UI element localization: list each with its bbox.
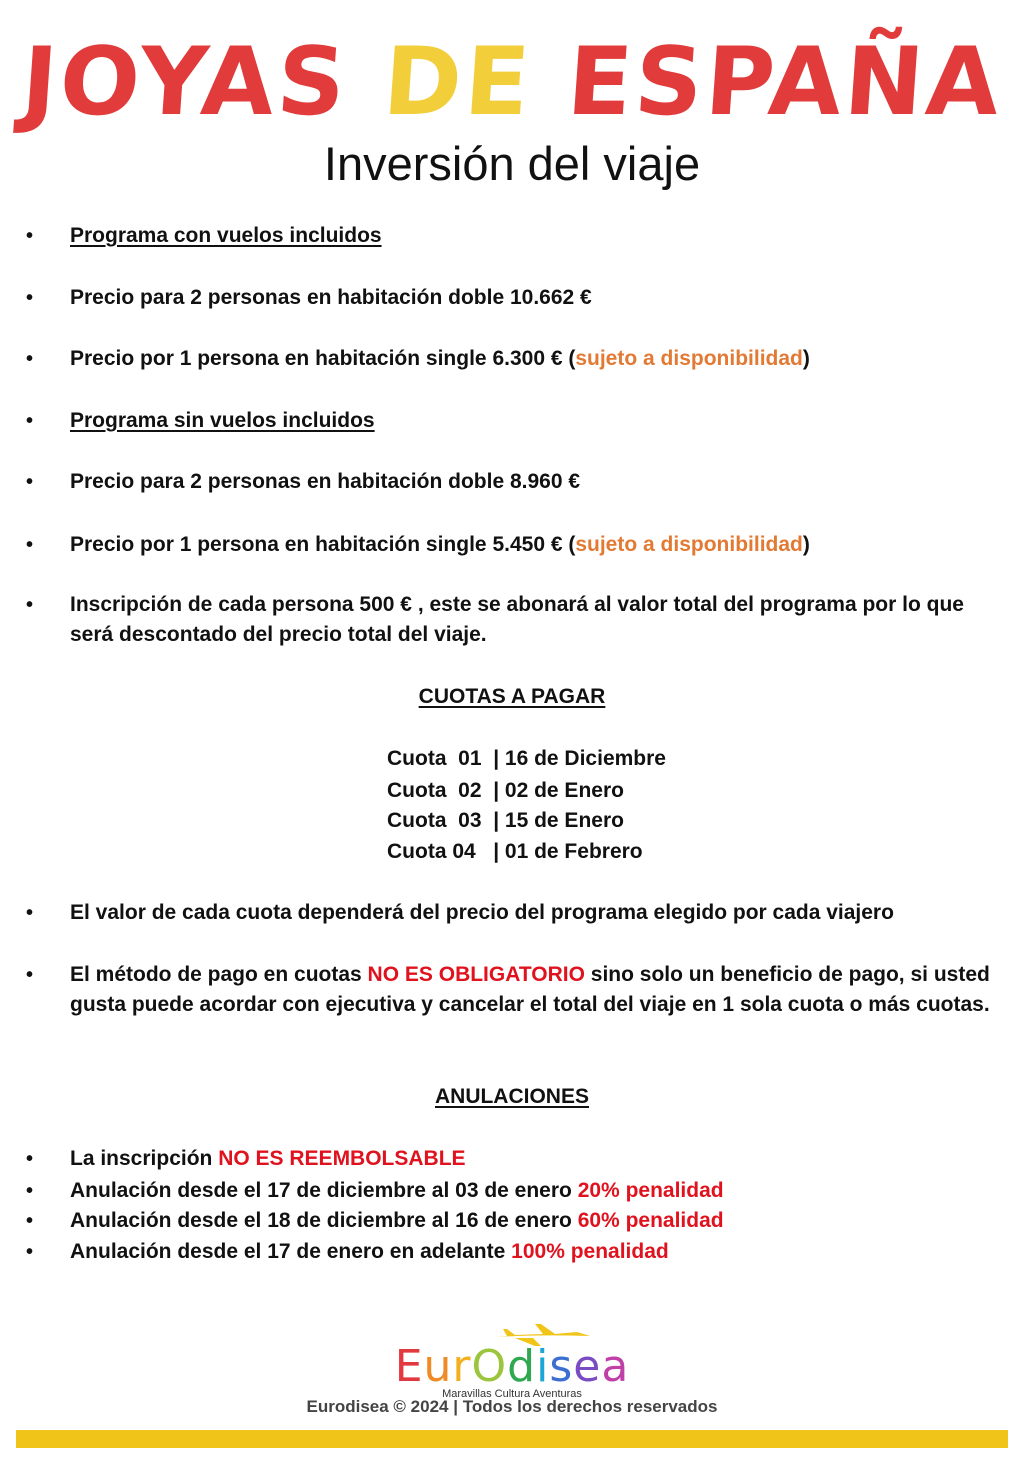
cuota-item: Cuota 01 | 16 de Diciembre	[387, 747, 666, 770]
price-sin-doble: Precio para 2 personas en habitación doble 8.960 €	[70, 470, 581, 493]
bullet: •	[26, 902, 34, 924]
anulacion-text: Anulación desde el 17 de diciembre al 03 de enero	[70, 1179, 578, 1202]
title-joyas: JOYAS	[18, 28, 388, 137]
logo-wordmark	[0, 1342, 1024, 1392]
price-text: Precio por 1 persona en habitación single 5.450 € (	[70, 533, 576, 556]
anulacion-alert: 20% penalidad	[577, 1179, 724, 1202]
logo-letter: a	[601, 1341, 630, 1392]
section-heading-sin-vuelos: Programa sin vuelos incluidos	[70, 409, 375, 432]
availability-note: sujeto a disponibilidad	[575, 347, 803, 370]
anulacion-item	[70, 1144, 996, 1174]
cuota-valor-text: El valor de cada cuota dependerá del precio del programa elegido por cada viajero	[70, 901, 894, 924]
cuota-item: Cuota 04 | 01 de Febrero	[387, 840, 643, 863]
copyright: Eurodisea © 2024 | Todos los derechos reservados	[306, 1397, 718, 1416]
metodo-pago-text	[70, 960, 996, 1020]
inscripcion-text: Inscripción de cada persona 500 € , este se abonará al valor total del programa por lo que será descontado del precio total del viaje.	[70, 593, 964, 646]
paren-close: )	[802, 533, 810, 556]
logo-letter: E	[394, 1341, 424, 1392]
section-heading-con-vuelos: Programa con vuelos incluidos	[70, 224, 382, 247]
bullet: •	[26, 287, 34, 309]
logo-letter: d	[507, 1341, 537, 1392]
cuotas-heading: CUOTAS A PAGAR	[418, 685, 606, 708]
bullet: •	[26, 1210, 34, 1232]
price-text: Precio por 1 persona en habitación single 6.300 € (	[70, 347, 576, 370]
logo-tagline: Maravillas Cultura Aventuras	[442, 1388, 582, 1400]
price-con-doble: Precio para 2 personas en habitación doble 10.662 €	[70, 286, 592, 309]
availability-note: sujeto a disponibilidad	[575, 533, 803, 556]
logo-letter: O	[471, 1341, 508, 1392]
title-espana: ESPAÑA	[528, 28, 1006, 137]
logo-letter: s	[549, 1341, 574, 1392]
anulacion-alert: 60% penalidad	[577, 1209, 724, 1232]
airplane-icon	[485, 1322, 595, 1348]
metodo-pre: El método de pago en cuotas	[70, 963, 368, 986]
bullet: •	[26, 534, 34, 556]
no-obligatorio-label: NO ES OBLIGATORIO	[367, 963, 585, 986]
bullet: •	[26, 1180, 34, 1202]
bullet: •	[26, 410, 34, 432]
anulacion-item	[70, 1237, 996, 1267]
price-sin-single	[70, 530, 996, 560]
metodo-post: sino solo un beneficio de pago, si usted gusta puede acordar con ejecutiva y cancelar el total del viaje en 1 sola cuota o más cuotas.	[70, 963, 990, 1016]
bullet: •	[26, 1148, 34, 1170]
anulaciones-heading: ANULACIONES	[434, 1085, 589, 1108]
cuota-item: Cuota 03 | 15 de Enero	[387, 809, 624, 832]
bullet: •	[26, 964, 34, 986]
bullet: •	[26, 594, 34, 616]
anulacion-text: Anulación desde el 17 de enero en adelante	[70, 1240, 512, 1263]
anulacion-text: La inscripción	[70, 1147, 219, 1170]
logo-letter: i	[536, 1341, 550, 1392]
bullet: •	[26, 225, 34, 247]
footer-bar	[16, 1430, 1008, 1448]
logo-letter: r	[452, 1341, 472, 1392]
bullet: •	[26, 348, 34, 370]
anulacion-alert: 100% penalidad	[511, 1240, 669, 1263]
price-con-single	[70, 344, 996, 374]
anulacion-text: Anulación desde el 18 de diciembre al 16 de enero	[70, 1209, 578, 1232]
bullet: •	[26, 471, 34, 493]
bullet: •	[26, 1241, 34, 1263]
anulacion-item	[70, 1206, 996, 1236]
paren-close: )	[802, 347, 810, 370]
page-subtitle: Inversión del viaje	[323, 137, 701, 190]
eurodisea-logo	[0, 1322, 1024, 1400]
anulacion-item	[70, 1176, 996, 1206]
logo-letter: u	[423, 1341, 453, 1392]
cuota-item: Cuota 02 | 02 de Enero	[387, 779, 624, 802]
anulacion-alert: NO ES REEMBOLSABLE	[218, 1147, 466, 1170]
logo-letter: e	[573, 1341, 602, 1392]
title-de: DE	[379, 28, 536, 137]
page-title	[0, 28, 1024, 138]
